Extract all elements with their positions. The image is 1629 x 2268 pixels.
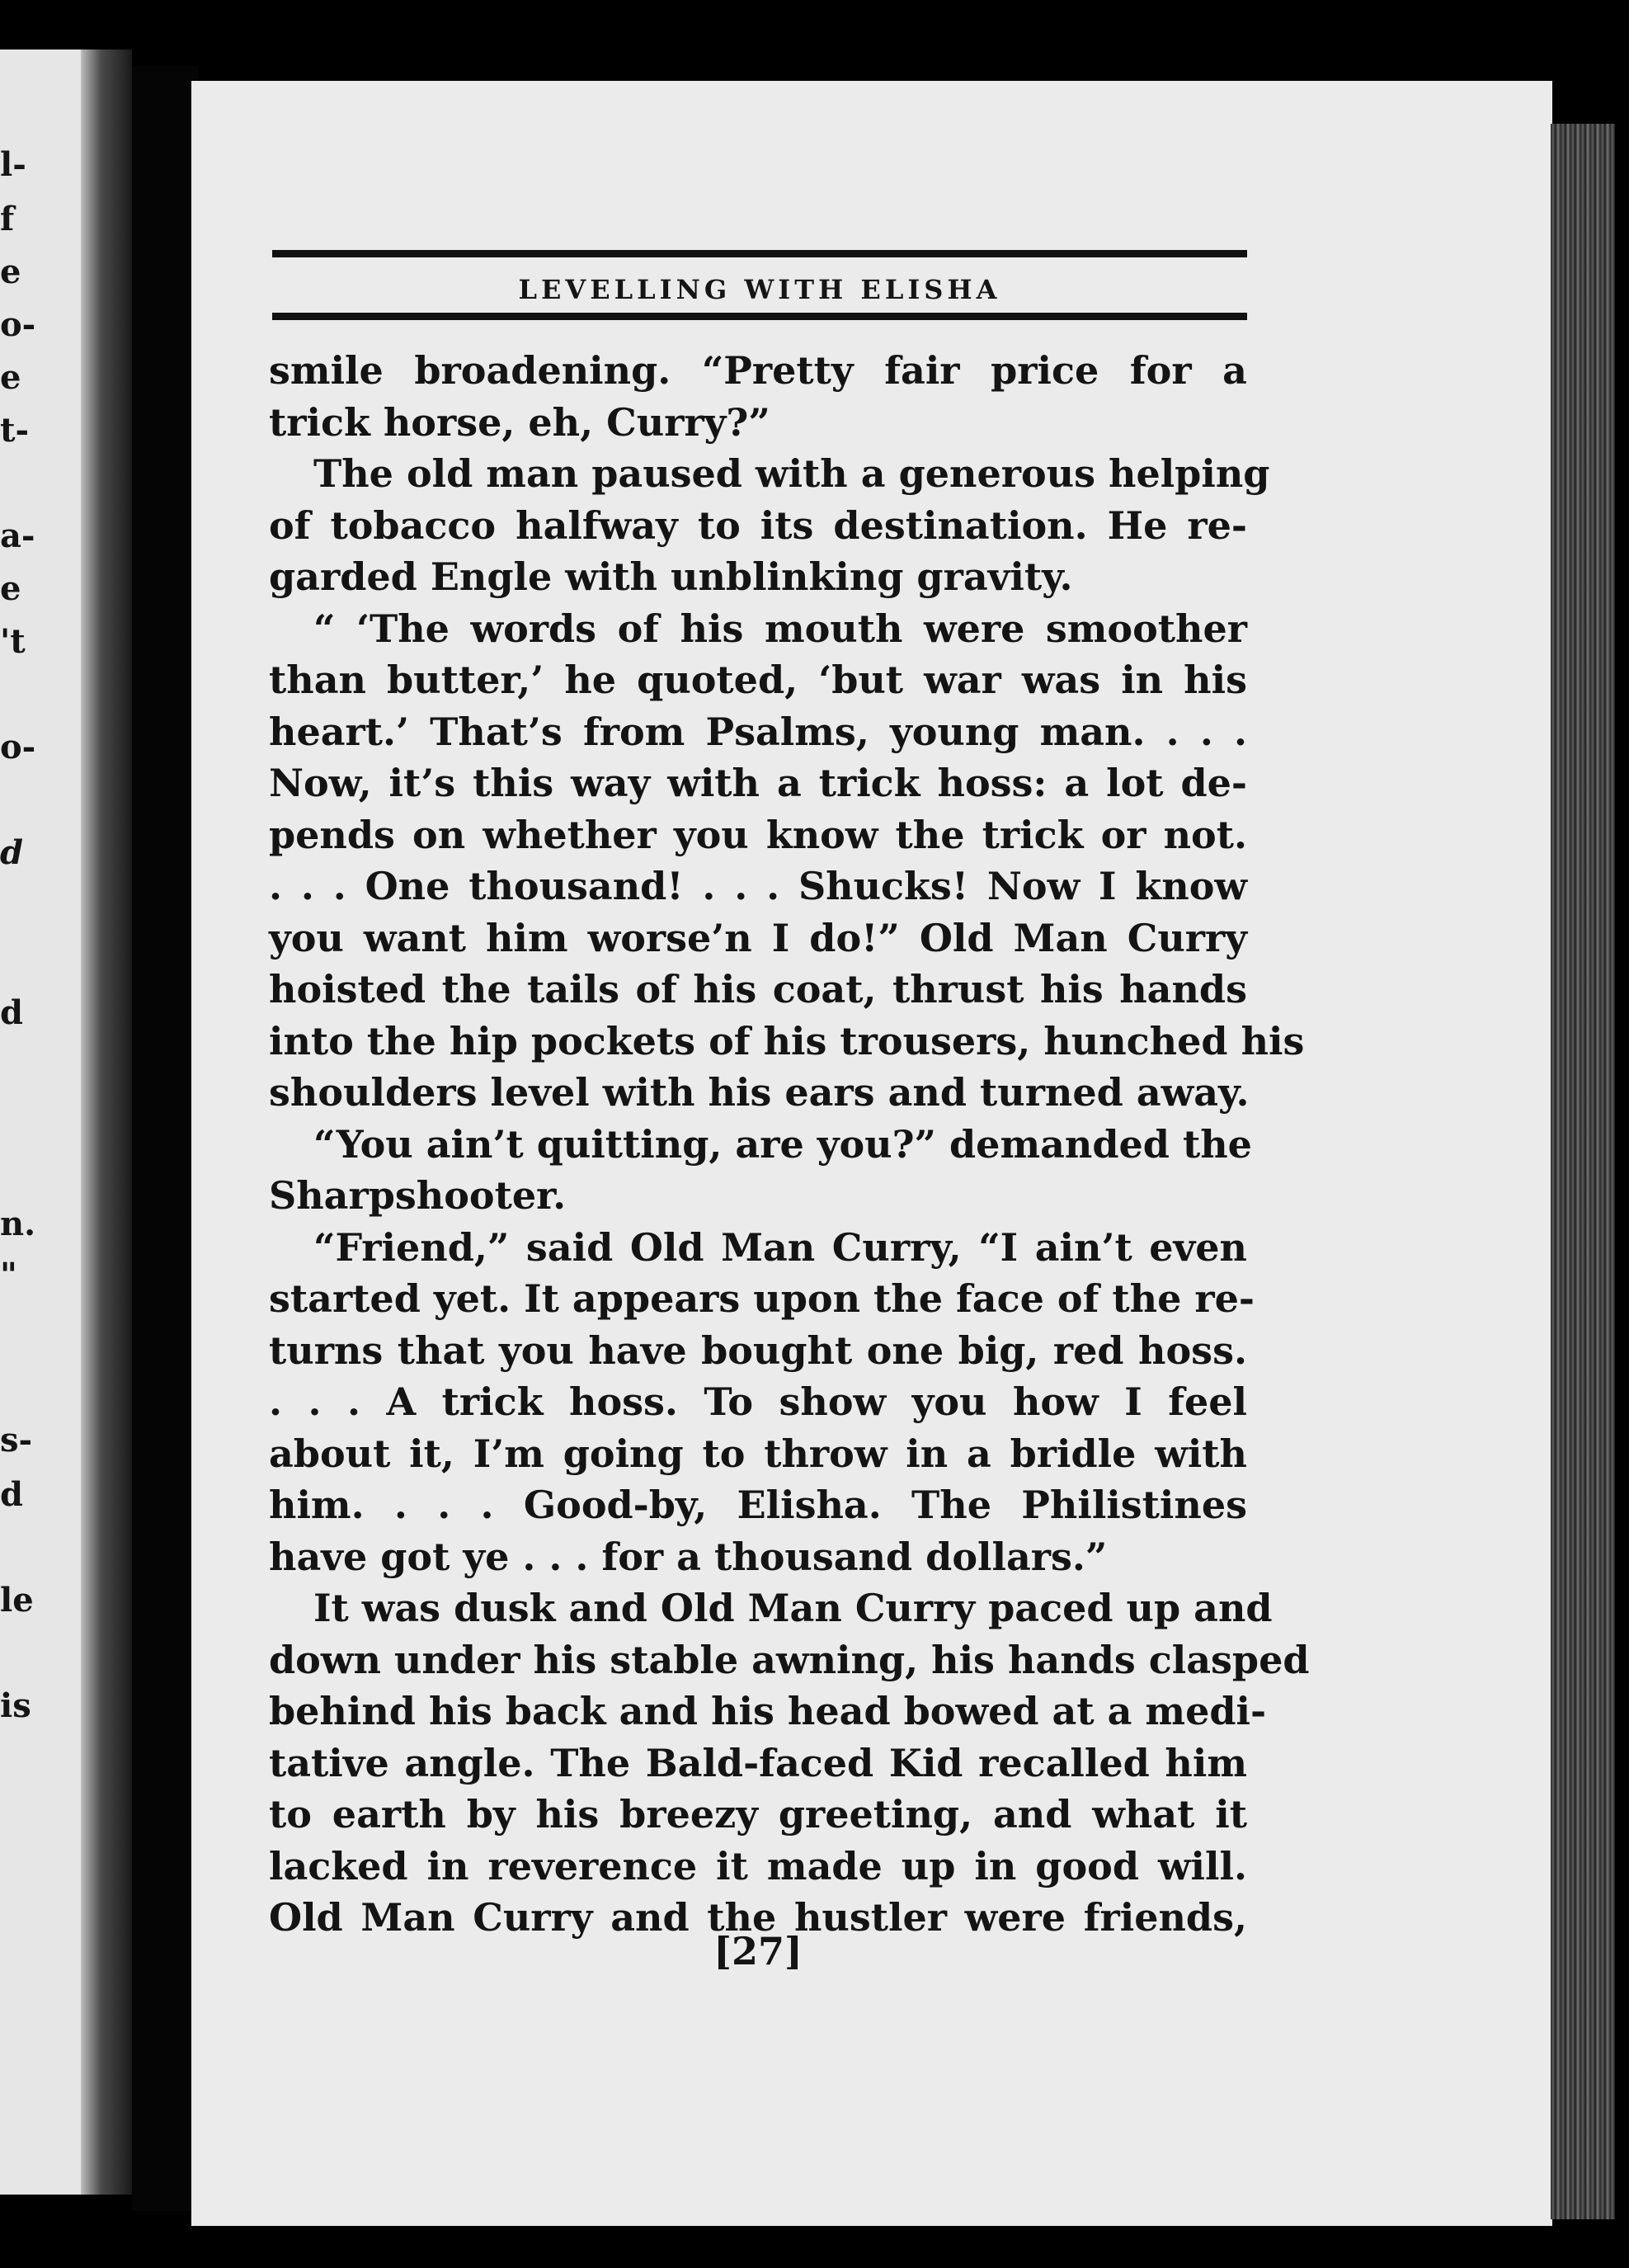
header-rule-bottom: [272, 313, 1247, 320]
text-line: smile broadening. “Pretty fair price for a: [269, 348, 1247, 393]
fragment: e: [0, 569, 21, 608]
text-line: shoulders level with his ears and turned away.: [269, 1070, 1250, 1115]
fragment: e: [0, 252, 21, 291]
text-line: about it, I’m going to throw in a bridle with: [269, 1431, 1247, 1476]
text-line: him. . . . Good-by, Elisha. The Philistines: [269, 1483, 1247, 1527]
text-line: Sharpshooter.: [269, 1173, 567, 1218]
fragment: a-: [0, 516, 35, 555]
fragment: d: [0, 993, 23, 1032]
fragment: d: [0, 1475, 23, 1514]
text-line: into the hip pockets of his trousers, hunched his: [269, 1018, 1305, 1063]
fragment: 't: [0, 622, 26, 661]
text-line: turns that you have bought one big, red hoss.: [269, 1327, 1247, 1373]
text-line: “Friend,” said Old Man Curry, “I ain’t even: [313, 1224, 1247, 1270]
fragment: ": [0, 1256, 17, 1294]
text-line: hoisted the tails of his coat, thrust his hands: [269, 967, 1247, 1011]
text-line: down under his stable awning, his hands clasped: [269, 1637, 1310, 1682]
text-line: pends on whether you know the trick or not.: [269, 812, 1247, 857]
book-spine-shadow: [132, 66, 198, 2211]
text-line: to earth by his breezy greeting, and what it: [269, 1792, 1247, 1837]
text-line: Now, it’s this way with a trick hoss: a lot de-: [269, 761, 1247, 805]
fragment: is: [0, 1686, 31, 1725]
fragment: o-: [0, 305, 36, 344]
text-line: have got ye . . . for a thousand dollars.”: [269, 1534, 1108, 1579]
facing-page: [0, 50, 132, 2195]
text-line: garded Engle with unblinking gravity.: [269, 554, 1073, 599]
text-line: heart.’ That’s from Psalms, young man. . . .: [269, 709, 1247, 754]
text-line: started yet. It appears upon the face of the re-: [269, 1276, 1255, 1321]
page-gutter: [81, 50, 132, 2195]
fragment: o-: [0, 728, 36, 766]
page-edges: [1551, 124, 1615, 2219]
fragment: f: [0, 200, 15, 238]
text-line: “ ‘The words of his mouth were smoother: [313, 606, 1247, 651]
fragment: t-: [0, 411, 30, 450]
text-line: behind his back and his head bowed at a medi-: [269, 1689, 1267, 1733]
fragment: l-: [0, 145, 26, 184]
text-line: you want him worse’n I do!” Old Man Curry: [269, 915, 1247, 960]
page-number: [27]: [713, 1929, 803, 1973]
fragment: e: [0, 358, 21, 397]
text-line: . . . A trick hoss. To show you how I feel: [269, 1379, 1247, 1424]
text-line: “You ain’t quitting, are you?” demanded the: [313, 1121, 1252, 1167]
running-head: LEVELLING WITH ELISHA: [518, 274, 1001, 305]
text-line: Old Man Curry and the hustler were friends,: [269, 1895, 1247, 1940]
body-text: [269, 345, 1310, 1944]
fragment: le: [0, 1581, 34, 1620]
header-rule-top: [272, 250, 1247, 257]
text-line: lacked in reverence it made up in good will.: [269, 1843, 1247, 1888]
fragment: s-: [0, 1421, 33, 1459]
text-line: . . . One thousand! . . . Shucks! Now I know: [269, 864, 1247, 908]
text-line: tative angle. The Bald-faced Kid recalled him: [269, 1740, 1247, 1785]
text-line: The old man paused with a generous helping: [313, 451, 1270, 496]
fragment: d: [0, 833, 23, 872]
text-line: It was dusk and Old Man Curry paced up and: [313, 1586, 1273, 1630]
text-line: than butter,’ he quoted, ‘but war was in his: [269, 658, 1247, 702]
text-line: trick horse, eh, Curry?”: [269, 399, 770, 445]
text-line: of tobacco halfway to its destination. He re-: [269, 502, 1247, 548]
fragment: n.: [0, 1205, 36, 1243]
